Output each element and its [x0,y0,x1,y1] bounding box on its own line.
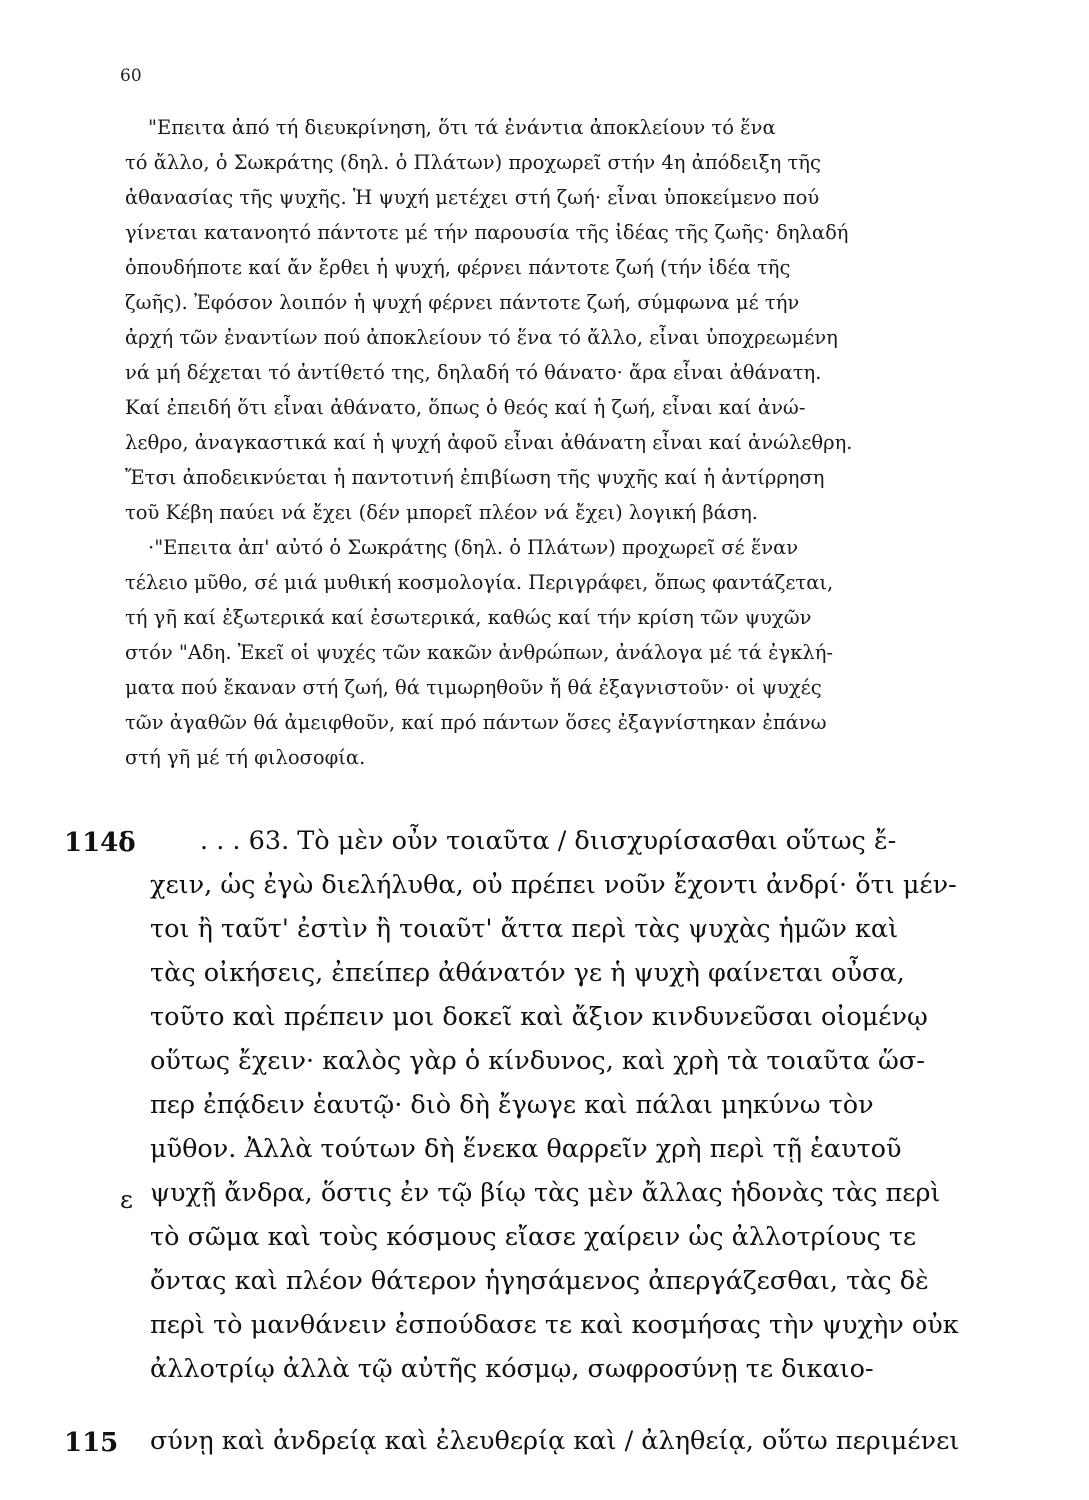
stephanus-ref-e: ε [120,1185,133,1214]
commentary-line: τέλειο μῦθο, σέ μιά μυθική κοσμολογία. Περιγράφει, ὅπως φαντάζεται, [125,571,834,594]
stephanus-ref-115: 115 [64,1428,119,1458]
commentary-line: ·"Επειτα ἀπ' αὐτό ὁ Σωκράτης (δηλ. ὁ Πλάτων) προχωρεῖ σέ ἕναν [148,536,799,559]
commentary-line: ἀθανασίας τῆς ψυχῆς. Ἡ ψυχή μετέχει στή ζωή· εἶναι ὑποκείμενο πού [125,186,820,209]
commentary-line: νά μή δέχεται τό ἀντίθετό της, δηλαδή τό θάνατο· ἄρα εἶναι ἀθάνατη. [125,361,822,384]
greek-line: μῦθον. Ἀλλὰ τούτων δὴ ἕνεκα θαρρεῖν χρὴ περὶ τῇ ἑαυτοῦ [150,1134,902,1164]
commentary-line: τοῦ Κέβη παύει νά ἔχει (δέν μπορεῖ πλέον νά ἔχει) λογική βάση. [125,501,759,524]
greek-line: σύνῃ καὶ ἀνδρείᾳ καὶ ἐλευθερίᾳ καὶ / ἀληθείᾳ, οὕτω περιμένει [150,1426,960,1456]
stephanus-ref-114d: 114δ [64,828,136,858]
greek-line: ἀλλοτρίῳ ἀλλὰ τῷ αὐτῆς κόσμῳ, σωφροσύνῃ τε δικαιο- [150,1354,874,1384]
greek-line: τοι ἢ ταῦτ' ἐστὶν ἢ τοιαῦτ' ἄττα περὶ τὰς ψυχὰς ἡμῶν καὶ [150,914,899,944]
greek-line: . . . 63. Τὸ μὲν οὖν τοιαῦτα / διισχυρίσασθαι οὕτως ἔ- [200,826,897,856]
commentary-line: στόν "Αδη. Ἐκεῖ οἱ ψυχές τῶν κακῶν ἀνθρώπων, ἀνάλογα μέ τά ἐγκλή- [125,641,834,664]
greek-line: τοῦτο καὶ πρέπειν μοι δοκεῖ καὶ ἄξιον κινδυνεῦσαι οἰομένῳ [150,1002,928,1032]
greek-line: ὄντας καὶ πλέον θάτερον ἡγησάμενος ἀπεργάζεσθαι, τὰς δὲ [150,1266,929,1296]
commentary-line: ματα πού ἔκαναν στή ζωή, θά τιμωρηθοῦν ἤ θά ἐξαγνιστοῦν· οἱ ψυχές [125,676,822,699]
greek-line: χειν, ὡς ἐγὼ διελήλυθα, οὐ πρέπει νοῦν ἔχοντι ἀνδρί· ὅτι μέν- [150,870,957,900]
commentary-line: "Επειτα ἀπό τή διευκρίνηση, ὅτι τά ἐνάντια ἀποκλείουν τό ἕνα [148,116,776,139]
commentary-line: τό ἄλλο, ὁ Σωκράτης (δηλ. ὁ Πλάτων) προχωρεῖ στήν 4η ἀπόδειξη τῆς [125,151,821,174]
commentary-line: Καί ἐπειδή ὅτι εἶναι ἀθάνατο, ὅπως ὁ θεός καί ἡ ζωή, εἶναι καί ἀνώ- [125,396,806,419]
greek-line: οὕτως ἔχειν· καλὸς γὰρ ὁ κίνδυνος, καὶ χρὴ τὰ τοιαῦτα ὥσ- [150,1046,925,1076]
commentary-line: Ἔτσι ἀποδεικνύεται ἡ παντοτινή ἐπιβίωση τῆς ψυχῆς καί ἡ ἀντίρρηση [125,466,825,489]
greek-line: περὶ τὸ μανθάνειν ἐσπούδασε τε καὶ κοσμήσας τὴν ψυχὴν οὐκ [150,1310,959,1340]
greek-line: τὰς οἰκήσεις, ἐπείπερ ἀθάνατόν γε ἡ ψυχὴ φαίνεται οὖσα, [150,958,905,988]
commentary-line: ζωῆς). Ἐφόσον λοιπόν ἡ ψυχή φέρνει πάντοτε ζωή, σύμφωνα μέ τήν [125,291,800,314]
greek-line: περ ἐπᾴδειν ἑαυτῷ· διὸ δὴ ἔγωγε καὶ πάλαι μηκύνω τὸν [150,1090,874,1120]
commentary-line: ὁπουδήποτε καί ἄν ἔρθει ἡ ψυχή, φέρνει πάντοτε ζωή (τήν ἰδέα τῆς [125,256,791,279]
commentary-line: γίνεται κατανοητό πάντοτε μέ τήν παρουσία τῆς ἰδέας τῆς ζωῆς· δηλαδή [125,221,849,244]
commentary-line: στή γῆ μέ τή φιλοσοφία. [125,746,366,769]
greek-line: ψυχῇ ἄνδρα, ὅστις ἐν τῷ βίῳ τὰς μὲν ἄλλας ἡδονὰς τὰς περὶ [150,1178,941,1208]
commentary-line: ἀρχή τῶν ἐναντίων πού ἀποκλείουν τό ἕνα τό ἄλλο, εἶναι ὑποχρεωμένη [125,326,838,349]
greek-line: τὸ σῶμα καὶ τοὺς κόσμους εἴασε χαίρειν ὡς ἀλλοτρίους τε [150,1222,917,1252]
page-number: 60 [120,66,142,86]
commentary-line: λεθρο, ἀναγκαστικά καί ἡ ψυχή ἀφοῦ εἶναι ἀθάνατη εἶναι καί ἀνώλεθρη. [125,431,853,454]
commentary-line: τή γῆ καί ἐξωτερικά καί ἐσωτερικά, καθώς καί τήν κρίση τῶν ψυχῶν [125,606,812,629]
commentary-line: τῶν ἀγαθῶν θά ἀμειφθοῦν, καί πρό πάντων ὅσες ἐξαγνίστηκαν ἐπάνω [125,711,827,734]
